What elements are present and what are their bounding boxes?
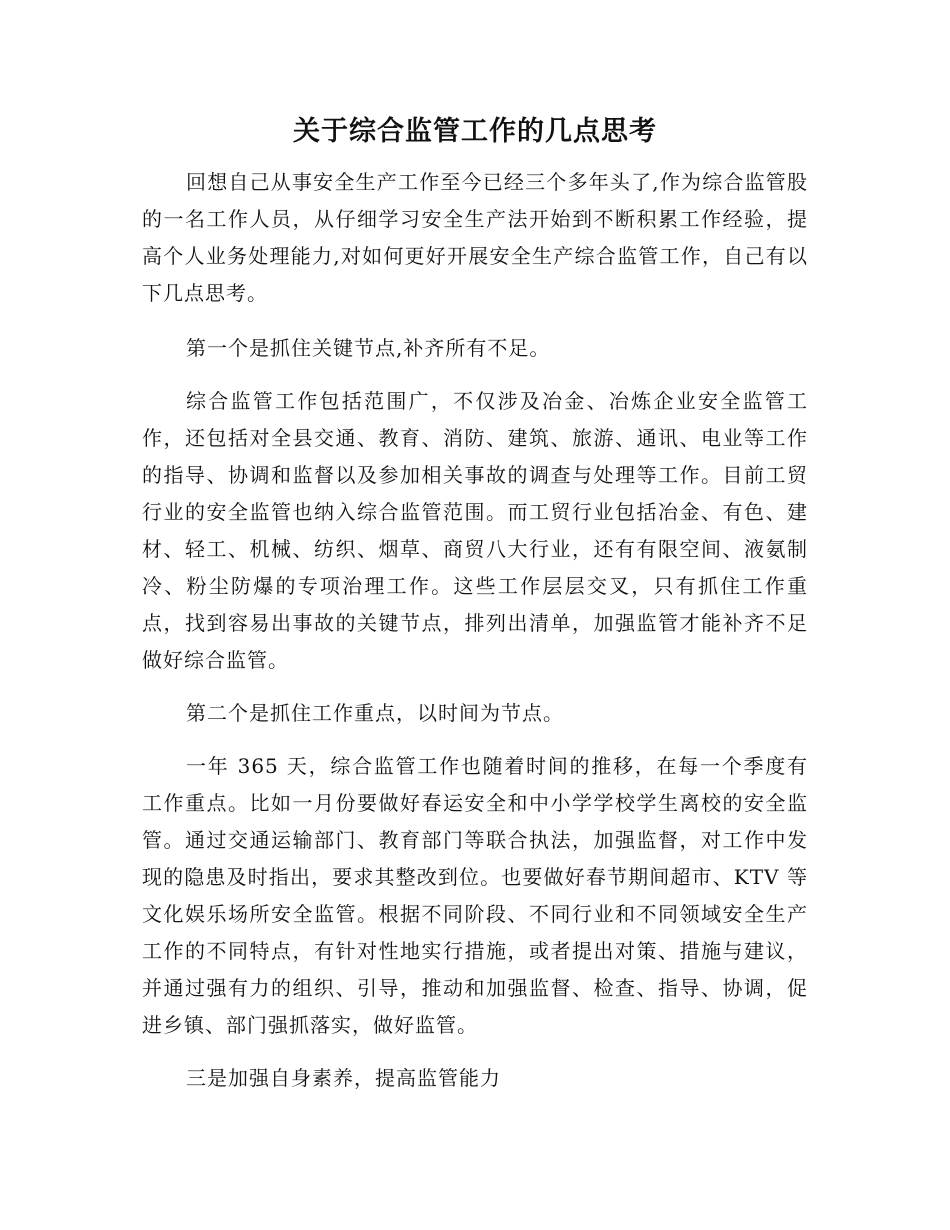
paragraph-heading-2: 第二个是抓住工作重点，以时间为节点。 [186,701,564,725]
paragraph-intro: 回想自己从事安全生产工作至今已经三个多年头了,作为综合监管股的一名工作人员，从仔细学习安全生产法开始到不断积累工作经验，提高个人业务处理能力,对如何更好开展安全生产综合监管工作，自己有以下几点思考。 [142,170,808,305]
paragraph-body-1: 综合监管工作包括范围广，不仅涉及冶金、冶炼企业安全监管工作，还包括对全县交通、教育、消防、建筑、旅游、通讯、电业等工作的指导、协调和监督以及参加相关事故的调查与处理等工作。目前工贸行业的安全监管也纳入综合监管范围。而工贸行业包括冶金、有色、建材、轻工、机械、纺织、烟草、商贸八大行业，还有有限空间、液氨制冷、粉尘防爆的专项治理工作。这些工作层层交叉，只有抓住工作重点，找到容易出事故的关键节点，排列出清单，加强监管才能补齐不足做好综合监管。 [142,389,808,672]
paragraph-heading-3: 三是加强自身素养，提高监管能力 [186,1066,501,1090]
paragraph-heading-1: 第一个是抓住关键节点,补齐所有不足。 [186,336,551,360]
paragraph-body-2: 一年 365 天，综合监管工作也随着时间的推移，在每一个季度有工作重点。比如一月份要做好春运安全和中小学学校学生离校的安全监管。通过交通运输部门、教育部门等联合执法，加强监督，对工作中发现的隐患及时指出，要求其整改到位。也要做好春节期间超市、KTV 等文化娱乐场所安全监管。根据不同阶段、不同行业和不同领域安全生产工作的不同特点，有针对性地实行措施，或者提出对策、措施与建议，并通过强有力的组织、引导，推动和加强监督、检查、指导、协调，促进乡镇、部门强抓落实，做好监管。 [142,754,808,1037]
document-title: 关于综合监管工作的几点思考 [293,116,657,147]
document-body [142,164,808,1097]
